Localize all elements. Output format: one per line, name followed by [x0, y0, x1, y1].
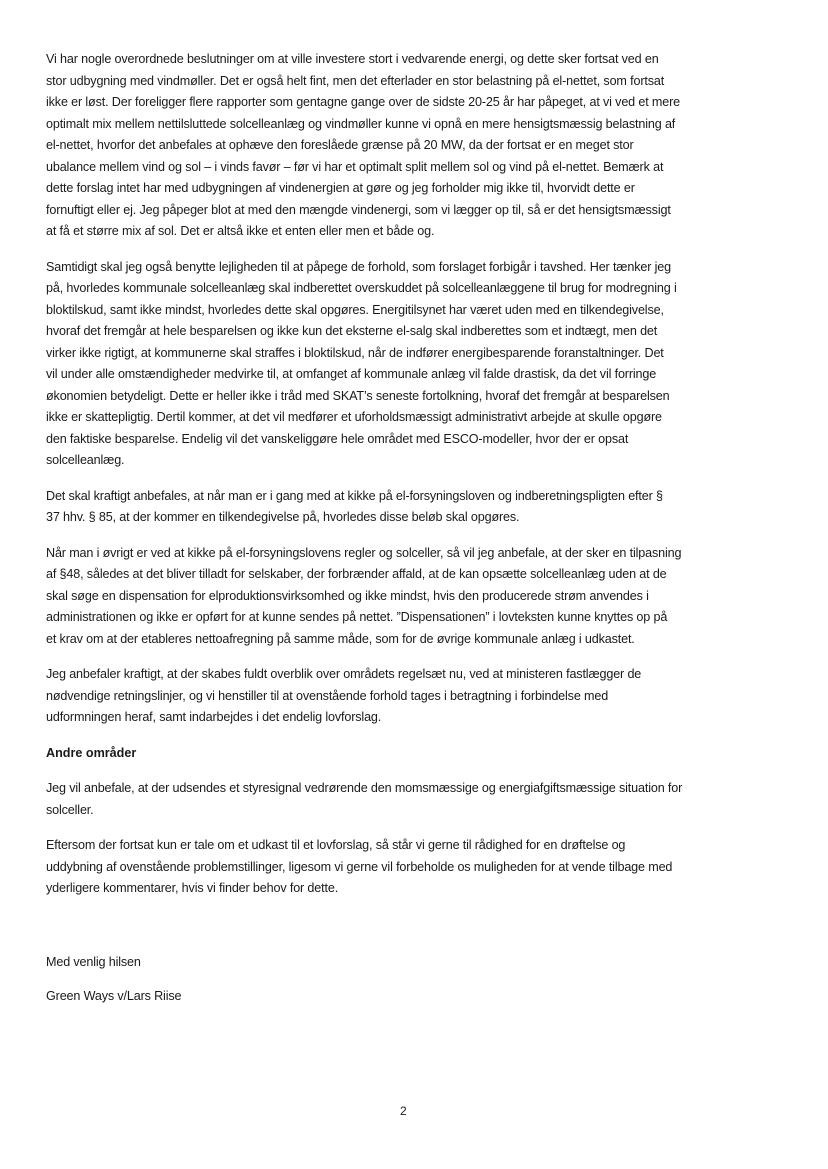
text-line: 37 hhv. § 85, at der kommer en tilkendegivelse på, hvorledes disse beløb skal opgøres.	[46, 510, 520, 524]
text-line: ubalance mellem vind og sol – i vinds favør – før vi har et optimalt split mellem sol og vind på el-nettet. Bemærk at	[46, 159, 664, 174]
paragraphs-after-heading	[46, 778, 806, 900]
text-line: vil under alle omstændigheder medvirke til, at omfanget af kommunale anlæg vil falde drastisk, da det vil forringe	[46, 367, 657, 381]
document-body	[46, 49, 806, 914]
text-line: ikke er skattepligtig. Dertil kommer, at det vil medfører et uforholdsmæssigt administrativt arbejde at skulle opgøre	[46, 410, 662, 424]
text-line: solceller.	[46, 802, 94, 817]
text-line: at få et større mix af sol. Det er altså ikke et enten eller men et både og.	[46, 224, 435, 238]
paragraph	[46, 664, 806, 729]
text-line: Jeg vil anbefale, at der udsendes et styresignal vedrørende den momsmæssige og energiafgiftsmæssige situation for	[46, 781, 683, 795]
text-line: yderligere kommentarer, hvis vi finder behov for dette.	[46, 881, 339, 895]
text-line: Når man i øvrigt er ved at kikke på el-forsyningslovens regler og solceller, så vil jeg anbefale, at der sker en tilpasning	[46, 545, 682, 560]
text-line: på, hvorledes kommunale solcelleanlæg skal indberettet overskuddet på solcelleanlæggene til brug for modregning i	[46, 281, 677, 295]
paragraph	[46, 49, 806, 243]
text-line: solcelleanlæg.	[46, 453, 125, 467]
text-line: et krav om at der etableres nettoafregning på samme måde, som for de øvrige kommunale anlæg i udkastet.	[46, 631, 635, 646]
text-line: skal søge en dispensation for elproduktionsvirksomhed og ikke mindst, hvis den producerede strøm anvendes i	[46, 588, 649, 603]
text-line: Vi har nogle overordnede beslutninger om at ville investere stort i vedvarende energi, og dette sker fortsat ved en	[46, 52, 659, 66]
text-line: Eftersom der fortsat kun er tale om et udkast til et lovforslag, så står vi gerne til rådighed for en drøftelse og	[46, 838, 626, 852]
text-line: dette forslag intet har med udbygningen af vindenergien at gøre og jeg forholder mig ikke til, hvorvidt dette er	[46, 181, 635, 195]
signature: Green Ways v/Lars Riise	[46, 989, 182, 1003]
greeting: Med venlig hilsen	[46, 955, 141, 969]
text-line: bloktilskud, samt ikke mindst, hvorledes dette skal opgøres. Energitilsynet har været uden med en tilkendegivelse,	[46, 302, 664, 317]
text-line: stor udbygning med vindmøller. Det er også helt fint, men det efterlader en stor belastning på el-nettet, som fortsat	[46, 73, 665, 88]
paragraph	[46, 835, 806, 900]
text-line: den faktiske besparelse. Endelig vil det vanskeliggøre hele området med ESCO-modeller, hvor der er opsat	[46, 431, 629, 446]
paragraphs-before-heading	[46, 49, 806, 729]
text-line: administrationen og ikke er opført for at kunne sendes på nettet. ”Dispensationen” i lovteksten kunne knyttes op på	[46, 610, 668, 624]
text-line: Jeg anbefaler kraftigt, at der skabes fuldt overblik over områdets regelsæt nu, ved at ministeren fastlægger de	[46, 667, 642, 681]
paragraph	[46, 257, 806, 472]
text-line: af §48, således at det bliver tilladt for selskaber, der forbrænder affald, at de kan opsætte solcelleanlæg uden at de	[46, 567, 667, 581]
text-line: optimalt mix mellem nettilsluttede solcelleanlæg og vindmøller kunne vi opnå en mere hensigtsmæssig belastning af	[46, 116, 676, 131]
paragraph	[46, 778, 806, 821]
text-line: udformningen heraf, samt indarbejdes i det endelig lovforslag.	[46, 710, 382, 724]
text-line: Samtidigt skal jeg også benytte lejligheden til at påpege de forhold, som forslaget forbigår i tavshed. Her tænker jeg	[46, 259, 671, 274]
text-line: virker ikke rigtigt, at kommunerne skal straffes i bloktilskud, når de indfører energibesparende foranstaltninger. Det	[46, 345, 664, 360]
text-line: uddybning af ovenstående problemstillinger, ligesom vi gerne vil forbeholde os muligheden for at vende tilbage med	[46, 859, 673, 874]
text-line: nødvendige retningslinjer, og vi henstiller til at ovenstående forhold tages i betragtning i forbindelse med	[46, 688, 609, 703]
text-line: økonomien betydeligt. Dette er heller ikke i tråd med SKAT’s seneste fortolkning, hvoraf det fremgår at besparelsen	[46, 388, 670, 403]
text-line: Det skal kraftigt anbefales, at når man er i gang med at kikke på el-forsyningsloven og indberetningspligten efter §	[46, 488, 663, 503]
paragraph	[46, 486, 806, 529]
page-number: 2	[400, 1104, 407, 1118]
text-line: fornuftigt eller ej. Jeg påpeger blot at med den mængde vindenergi, som vi lægger op til, så er det hensigtsmæssigt	[46, 202, 671, 217]
section-heading: Andre områder	[46, 745, 137, 760]
text-line: hvoraf det fremgår at hele besparelsen og ikke kun det eksterne el-salg skal indberettes som et indtægt, men det	[46, 324, 658, 338]
text-line: ikke er løst. Der foreligger flere rapporter som gentagne gange over de sidste 20-25 år har påpeget, at vi ved et mere	[46, 95, 681, 109]
paragraph	[46, 543, 806, 651]
text-line: el-nettet, hvorfor det anbefales at ophæve den foreslåede grænse på 20 MW, da der fortsat er en meget stor	[46, 138, 634, 152]
